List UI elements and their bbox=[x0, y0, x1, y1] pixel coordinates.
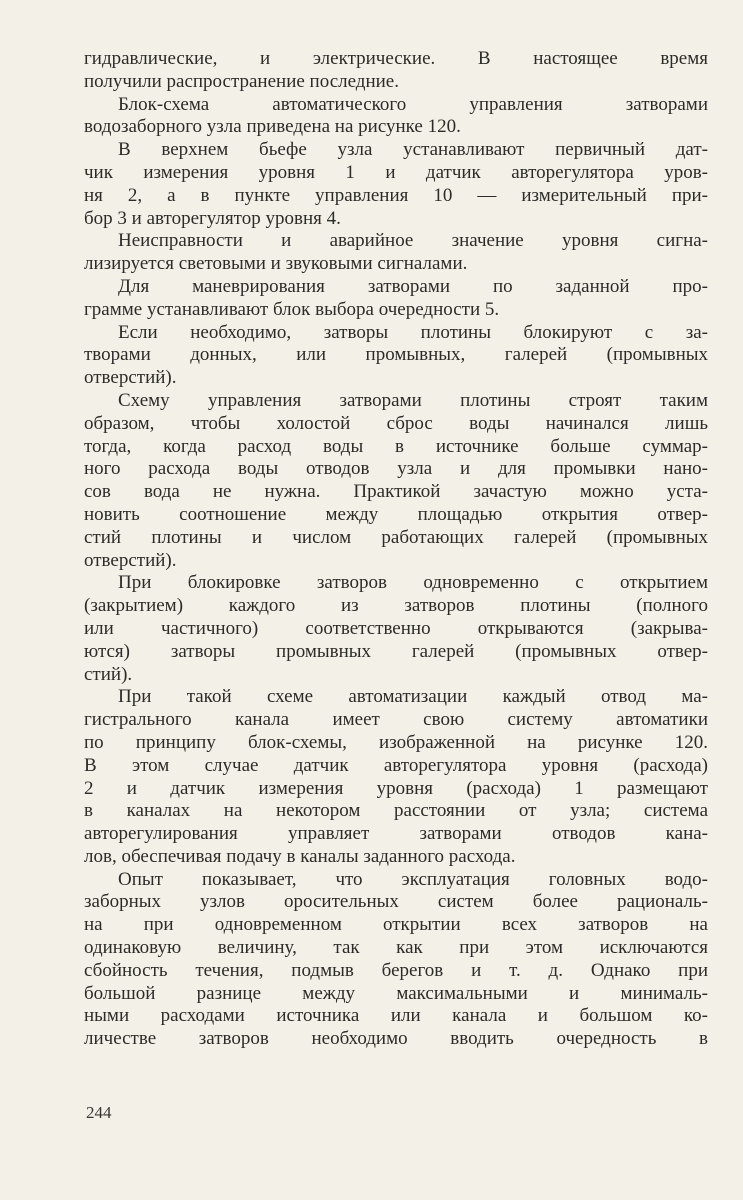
text-line: на при одновременном открытии всех затворов на bbox=[84, 914, 708, 936]
text-line: сов вода не нужна. Практикой зачастую можно уста- bbox=[84, 481, 708, 503]
text-line: гистрального канала имеет свою систему автоматики bbox=[84, 709, 708, 731]
text-line: 2 и датчик измерения уровня (расхода) 1 размещают bbox=[84, 777, 708, 799]
text-line: авторегулирования управляет затворами отводов кана- bbox=[84, 823, 708, 845]
text-line: одинаковую величину, так как при этом исключаются bbox=[84, 937, 708, 959]
text-line: ного расхода воды отводов узла и для промывки нано- bbox=[84, 458, 708, 480]
text-line: в каналах на некотором расстоянии от узла; система bbox=[84, 800, 708, 822]
text-line: образом, чтобы холостой сброс воды начинался лишь bbox=[84, 412, 708, 434]
paragraph-first-line: Для маневрирования затворами по заданной про- bbox=[118, 275, 708, 297]
text-line: заборных узлов оросительных систем более рациональ- bbox=[84, 891, 708, 913]
text-line: ня 2, а в пункте управления 10 — измерительный при- bbox=[84, 184, 708, 206]
paragraph-first-line: Неисправности и аварийное значение уровня сигна- bbox=[118, 230, 708, 252]
text-line: тогда, когда расход воды в источнике больше суммар- bbox=[84, 435, 708, 457]
paragraph-first-line: Схему управления затворами плотины строят таким bbox=[118, 389, 708, 411]
text-line: творами донных, или промывных, галерей (промывных bbox=[84, 344, 708, 366]
text-line: чик измерения уровня 1 и датчик авторегулятора уров- bbox=[84, 161, 708, 183]
text-line: бор 3 и авторегулятор уровня 4. bbox=[84, 207, 341, 229]
page-number: 244 bbox=[86, 1103, 112, 1122]
paragraph-first-line: В верхнем бьефе узла устанавливают первичный дат- bbox=[118, 139, 708, 161]
text-line: отверстий). bbox=[84, 549, 177, 571]
text-line: водозаборного узла приведена на рисунке 120. bbox=[84, 116, 461, 138]
text-line: получили распространение последние. bbox=[84, 70, 399, 92]
text-line: или частичного) соответственно открываются (закрыва- bbox=[84, 617, 708, 639]
text-line: лизируется световыми и звуковыми сигналами. bbox=[84, 253, 468, 275]
text-line: отверстий). bbox=[84, 367, 177, 389]
paragraph-first-line: Опыт показывает, что эксплуатация головных водо- bbox=[118, 868, 708, 890]
paragraph-first-line: Если необходимо, затворы плотины блокируют с за- bbox=[118, 321, 708, 343]
text-line: ными расходами источника или канала и большом ко- bbox=[84, 1005, 708, 1027]
text-line: стий плотины и числом работающих галерей (промывных bbox=[84, 526, 708, 548]
text-line: лов, обеспечивая подачу в каналы заданного расхода. bbox=[84, 845, 516, 867]
text-line: стий). bbox=[84, 663, 133, 685]
text-line: по принципу блок-схемы, изображенной на рисунке 120. bbox=[84, 731, 708, 753]
paragraph-first-line: При блокировке затворов одновременно с открытием bbox=[118, 572, 708, 594]
text-line: личестве затворов необходимо вводить очередность в bbox=[84, 1028, 708, 1050]
paragraph-first-line: Блок-схема автоматического управления затворами bbox=[118, 93, 708, 115]
paragraph-first-line: При такой схеме автоматизации каждый отвод ма- bbox=[118, 686, 708, 708]
text-line: ются) затворы промывных галерей (промывных отвер- bbox=[84, 640, 708, 662]
text-line: новить соотношение между площадью открытия отвер- bbox=[84, 503, 708, 525]
text-line: гидравлические, и электрические. В настоящее время bbox=[84, 48, 708, 69]
page-body bbox=[84, 48, 708, 1051]
text-line: сбойность течения, подмыв берегов и т. д. Однако при bbox=[84, 959, 708, 981]
text-line: В этом случае датчик авторегулятора уровня (расхода) bbox=[84, 754, 708, 776]
text-line: (закрытием) каждого из затворов плотины (полного bbox=[84, 595, 708, 617]
text-line: большой разнице между максимальными и минималь- bbox=[84, 982, 708, 1004]
text-line: грамме устанавливают блок выбора очередности 5. bbox=[84, 298, 500, 320]
